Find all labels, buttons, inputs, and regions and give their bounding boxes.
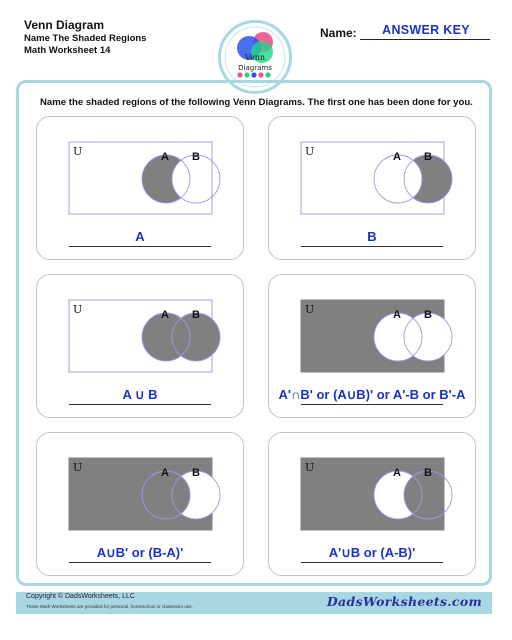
answer-underline [69,246,211,247]
set-a-label: A [393,309,401,321]
set-b-label: B [192,151,200,163]
set-b-label: B [192,309,200,321]
venn-problem-card [268,116,476,260]
answer-underline [301,562,443,563]
universe-rectangle [69,142,212,214]
universe-label: U [73,303,83,316]
answer-underline [69,562,211,563]
worksheet-number: Math Worksheet 14 [24,45,111,56]
venn-problem-card [36,116,244,260]
venn-diagram [37,433,245,543]
set-b-label: B [424,151,432,163]
name-underline [360,39,490,40]
answer-text: A [135,229,145,244]
set-b-label: B [424,467,432,479]
set-a-label: A [393,467,401,479]
answer-underline [301,246,443,247]
venn-problem-card [36,274,244,418]
logo-text-venn: Venn [244,53,266,62]
answer-underline [301,404,443,405]
set-a-label: A [161,467,169,479]
venn-diagram [269,433,477,543]
venn-diagram [37,275,245,385]
venn-diagram [269,275,477,385]
name-field-answer-key: ANSWER KEY [382,23,470,37]
worksheet-title: Venn Diagram [24,18,105,32]
brand-logo: DadsWorksheets.com [326,594,482,609]
universe-label: U [305,303,315,316]
set-b-label: B [424,309,432,321]
set-a-label: A [161,151,169,163]
copyright-text: Copyright © DadsWorksheets, LLC [26,593,135,600]
answer-text: A∪B' or (B-A)' [96,545,184,560]
answer-text: A ∪ B [122,387,158,402]
venn-problem-card [36,432,244,576]
usage-note: These Math Worksheets are provided for personal, homeschool or classroom use. [26,604,193,609]
universe-label: U [305,145,315,158]
answer-text: B [367,229,377,244]
venn-problem-card [268,432,476,576]
logo-text-diagrams: Diagrams [238,64,272,72]
venn-diagram [269,117,477,227]
universe-label: U [305,461,315,474]
venn-problem-card [268,274,476,418]
set-a-label: A [393,151,401,163]
instructions: Name the shaded regions of the following Venn Diagrams. The first one has been done for you. [40,97,473,108]
set-b-label: B [192,467,200,479]
worksheet-subtitle: Name The Shaded Regions [24,33,147,44]
answer-underline [69,404,211,405]
universe-label: U [73,461,83,474]
name-label: Name: [320,26,357,40]
set-a-label: A [161,309,169,321]
answer-text: A'∩B' or (A∪B)' or A'-B or B'-A [278,387,466,402]
venn-diagram [37,117,245,227]
universe-label: U [73,145,83,158]
universe-rectangle [301,458,444,530]
answer-text: A'∪B or (A-B)' [328,545,416,560]
footer [16,592,492,614]
